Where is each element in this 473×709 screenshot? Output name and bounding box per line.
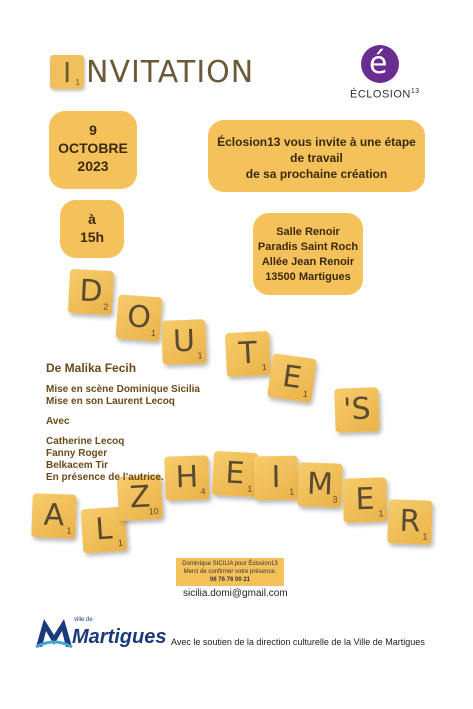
eclosion-logo-icon	[361, 45, 399, 83]
tile-d	[68, 269, 114, 315]
tile-value: 1	[289, 486, 295, 497]
martigues-logo	[34, 613, 167, 653]
tile-letter: O	[126, 299, 153, 336]
tile-letter: E	[354, 481, 376, 518]
tile-letter: H	[175, 459, 199, 496]
tile-value: 4	[200, 486, 206, 497]
tile-letter: E	[280, 358, 304, 397]
tile-value: 1	[378, 508, 384, 519]
tile-letter: U	[172, 323, 196, 360]
tile-letter: R	[398, 503, 422, 540]
tile-value: 1	[66, 525, 72, 536]
staging-credit: Mise en scène Dominique Sicilia	[46, 384, 200, 395]
logo-name: ÉCLOSION	[350, 88, 411, 101]
tile-o	[116, 295, 163, 342]
contact-email-link[interactable]: sicilia.domi@gmail.com	[183, 588, 288, 599]
with-label: Avec	[46, 416, 70, 427]
contact-line-2: Merci de confirmer votre présence.	[183, 569, 277, 575]
cast-member: Belkacem Tir	[46, 460, 109, 471]
tile-i	[254, 456, 299, 501]
sound-credit: Mise en son Laurent Lecoq	[46, 396, 175, 407]
tile-e-3	[342, 477, 388, 523]
tile-value: 3	[332, 494, 338, 505]
tile-letter: 'S	[342, 391, 372, 428]
martigues-m-icon	[34, 615, 74, 649]
tile-u	[161, 319, 207, 365]
date-day: 9	[89, 122, 97, 138]
date-month: OCTOBRE	[58, 140, 128, 156]
tile-value: 2	[102, 301, 109, 312]
title-first-letter: I	[63, 56, 72, 89]
page-title: NVITATION	[86, 55, 255, 90]
tile-t	[225, 331, 271, 377]
contact-line-1: Dominique SICILIA pour Éclosion13	[182, 561, 278, 567]
logo-sup: 13	[410, 88, 420, 95]
author: De Malika Fecih	[46, 361, 137, 375]
tile-r	[387, 499, 433, 545]
logo-text	[350, 88, 420, 101]
footer-city-name: Martigues	[72, 626, 167, 648]
tile-letter: L	[94, 511, 114, 548]
footer-ville: ville de	[74, 617, 93, 623]
title-letter-tile	[50, 55, 84, 89]
tile-value: 1	[246, 483, 253, 494]
intro-line-2: de travail	[290, 151, 343, 165]
credits-block	[46, 362, 200, 484]
venue-line-2: Paradis Saint Roch	[257, 241, 359, 253]
tile-letter: A	[43, 497, 65, 534]
tile-value: 10	[148, 506, 159, 517]
time-prefix: à	[88, 211, 96, 227]
cast-member: Catherine Lecoq	[46, 436, 125, 447]
tile-value: 1	[302, 388, 309, 400]
venue-line-3: Allée Jean Renoir	[261, 256, 355, 268]
tile-letter: M	[306, 466, 334, 503]
tile-a	[31, 493, 77, 539]
time-hour: 15h	[79, 229, 105, 245]
tile-value: 1	[150, 327, 157, 339]
intro-line-1: Éclosion13 vous invite à une étape	[217, 135, 416, 149]
tile-letter: E	[224, 455, 246, 492]
contact-box	[176, 558, 284, 586]
title-first-letter-value: 1	[75, 78, 80, 87]
tile-e	[267, 353, 317, 403]
tile-value: 1	[117, 537, 124, 549]
logo-glyph: é	[369, 46, 388, 81]
tile-m	[297, 462, 343, 508]
tile-value: 1	[261, 362, 267, 373]
tile-apostrophe-s	[334, 387, 380, 433]
contact-phone: 06 76 76 00 21	[209, 577, 251, 583]
footer-support-text: Avec le soutien de la direction culturelle de la Ville de Martigues	[171, 637, 425, 647]
intro-line-3: de sa prochaine création	[245, 167, 388, 181]
date-badge	[49, 111, 137, 189]
time-badge	[60, 200, 124, 258]
tile-letter: I	[271, 459, 281, 496]
cast-member: En présence de l’autrice.	[46, 472, 164, 483]
venue-badge	[253, 213, 363, 295]
tile-value: 1	[197, 350, 203, 361]
tile-letter: Z	[128, 479, 152, 516]
tile-letter: T	[237, 335, 259, 372]
intro-badge	[208, 120, 425, 192]
venue-line-4: 13500 Martigues	[265, 271, 351, 283]
tile-letter: D	[78, 273, 104, 310]
venue-line-1: Salle Renoir	[276, 226, 340, 238]
cast-member: Fanny Roger	[46, 448, 108, 459]
tile-e-2	[212, 451, 258, 497]
date-year: 2023	[77, 158, 109, 174]
tile-value: 1	[422, 531, 428, 542]
